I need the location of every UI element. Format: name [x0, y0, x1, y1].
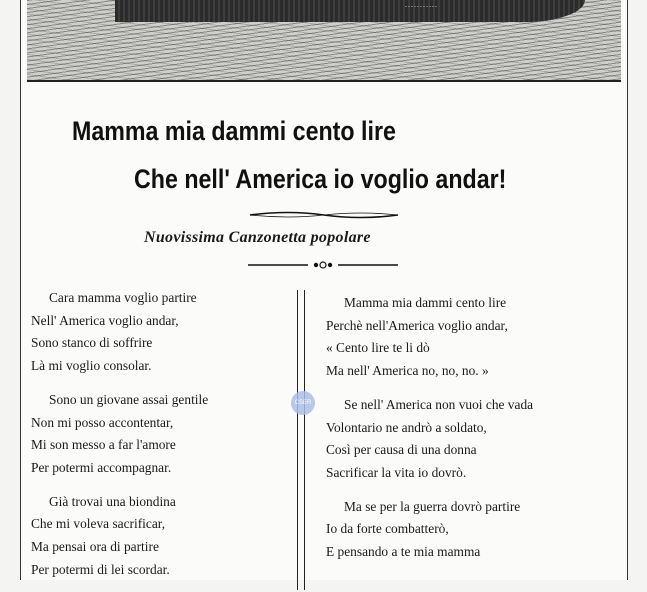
verse-line: Mi son messo a far l'amore: [31, 437, 176, 453]
verse-stanza: [326, 496, 606, 564]
verse-line: Volontario ne andrò a soldato,: [326, 419, 487, 435]
verse-line: Già trovai una biondina: [49, 493, 176, 509]
verse-stanza: [31, 389, 291, 480]
ship-hull-illustration: [115, 0, 585, 22]
ship-engraving: [27, 0, 621, 82]
verse-line: Mamma mia dammi cento lire: [344, 295, 507, 310]
left-verse-column: [31, 287, 291, 592]
verse-line: Sono stanco di soffrire: [31, 335, 153, 351]
right-verse-column: [326, 292, 606, 575]
verse-line: Per potermi di lei scordar.: [31, 561, 170, 577]
verse-stanza: [326, 292, 606, 383]
verse-line: Ma pensai ora di partire: [31, 539, 159, 555]
archive-stamp: CSER: [291, 391, 315, 415]
subtitle: Nuovissima Canzonetta popolare: [144, 229, 371, 246]
verse-line: Nell' America voglio andar,: [31, 312, 179, 328]
verse-line: E pensando a te mia mamma: [326, 544, 481, 560]
verse-line: Cara mamma voglio partire: [49, 290, 197, 305]
verse-line: Per potermi accompagnar.: [31, 459, 172, 475]
verse-line: Che mi voleva sacrificar,: [31, 516, 166, 532]
verse-stanza: [31, 491, 291, 582]
top-flourish-ornament: [248, 209, 400, 221]
bottom-flourish-ornament: [246, 259, 400, 271]
column-divider: [297, 290, 305, 590]
verse-line: Se nell' America non vuoi che vada: [344, 396, 534, 412]
verse-stanza: [31, 287, 291, 378]
verse-line: Sono un giovane assai gentile: [49, 391, 209, 407]
verse-line: « Cento lire te li dò: [326, 340, 430, 356]
verse-line: Ma nell' America no, no, no. »: [326, 363, 489, 379]
verse-line: Perchè nell'America voglio andar,: [326, 317, 508, 333]
title-line-1: Mamma mia dammi cento lire: [72, 116, 396, 146]
verse-line: Io da forte combatterò,: [326, 521, 449, 537]
verse-line: Sacrificar la vita io dovrò.: [326, 464, 467, 480]
engraving-caption: ...........: [405, 0, 438, 9]
title-line-2: Che nell' America io voglio andar!: [134, 164, 507, 194]
verse-line: Là mi voglio consolar.: [31, 358, 152, 374]
verse-line: Così per causa di una donna: [326, 442, 477, 458]
verse-stanza: [326, 394, 606, 485]
verse-line: Non mi posso accontentar,: [31, 414, 174, 430]
verse-line: Ma se per la guerra dovrò partire: [344, 498, 521, 514]
